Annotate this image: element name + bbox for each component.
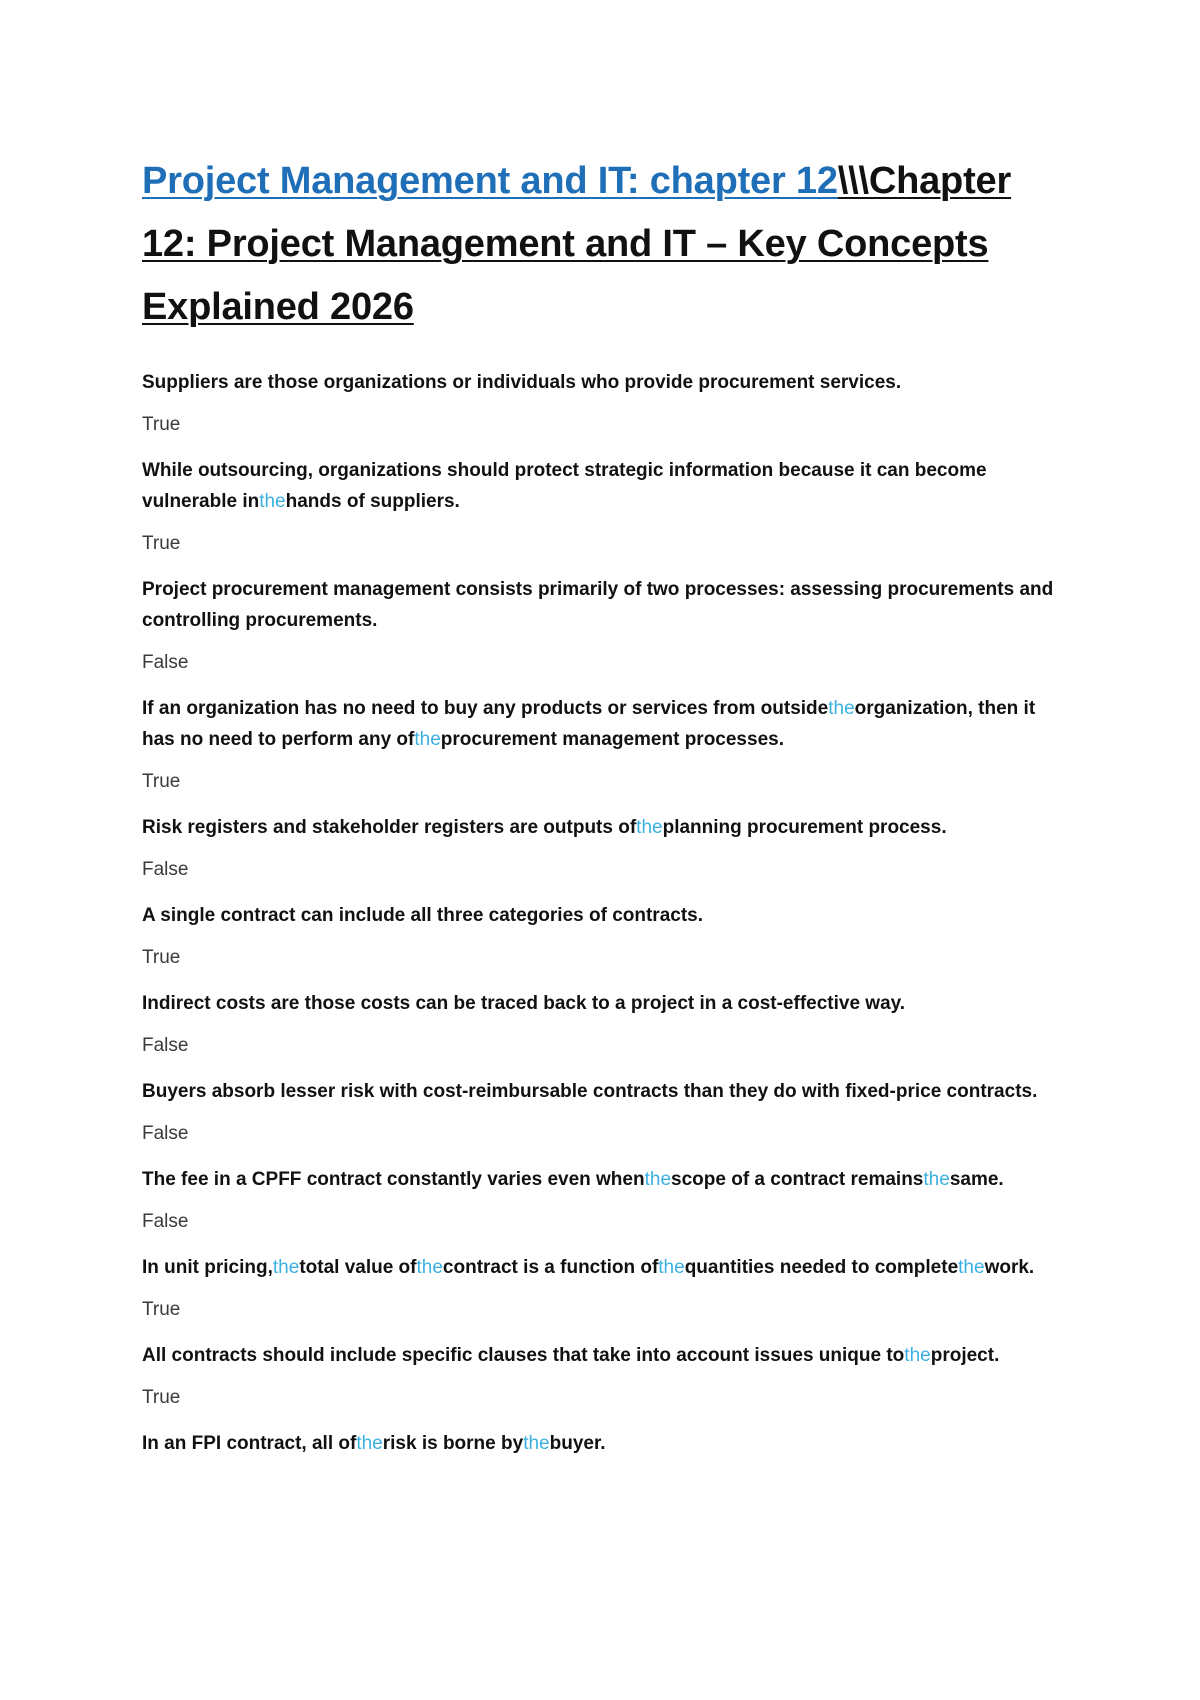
qa-item [142,988,1062,1059]
answer-text: False [142,1211,189,1232]
question-text [142,693,1062,755]
question-segment: Suppliers are those organizations or individuals who provide procurement services. [142,372,902,393]
question-segment: organization, then it has no need to perform any of [142,698,1036,750]
question-list [142,367,1062,1459]
document-page [142,150,1062,1473]
question-segment: In unit pricing, [142,1257,273,1278]
highlighted-word: the [636,817,663,838]
question-segment: hands of suppliers. [285,491,460,512]
qa-item [142,367,1062,438]
highlighted-word: the [414,729,441,750]
highlighted-word: the [828,698,855,719]
qa-item [142,1164,1062,1235]
title-subtitle: \\\Chapter 12: Project Management and IT – Key Concepts Explained 2026 [142,160,1012,328]
question-segment: quantities needed to complete [684,1257,959,1278]
highlighted-word: the [259,491,286,512]
question-segment: Buyers absorb lesser risk with cost-reimbursable contracts than they do with fixed-price contracts. [142,1081,1038,1102]
question-text [142,1428,1062,1459]
question-segment: Risk registers and stakeholder registers are outputs of [142,817,637,838]
qa-item [142,693,1062,795]
answer-text: False [142,1123,189,1144]
qa-item [142,455,1062,557]
question-segment: work. [984,1257,1035,1278]
question-segment: buyer. [549,1433,606,1454]
answer-text: False [142,652,189,673]
question-segment: If an organization has no need to buy any products or services from outside [142,698,829,719]
qa-item [142,900,1062,971]
answer-text: True [142,771,181,792]
highlighted-word: the [904,1345,931,1366]
qa-item [142,574,1062,676]
question-segment: All contracts should include specific clauses that take into account issues unique to [142,1345,905,1366]
answer-text: False [142,1035,189,1056]
highlighted-word: the [923,1169,950,1190]
question-segment: Project procurement management consists primarily of two processes: assessing procurements and controlling procurements. [142,579,1054,631]
question-text [142,367,1062,398]
question-segment: contract is a function of [442,1257,659,1278]
highlighted-word: the [523,1433,550,1454]
question-segment: A single contract can include all three categories of contracts. [142,905,704,926]
question-segment: project. [930,1345,1000,1366]
highlighted-word: the [416,1257,443,1278]
question-text [142,1164,1062,1195]
answer-text: True [142,1299,181,1320]
qa-item [142,1076,1062,1147]
answer-text: False [142,859,189,880]
question-segment: In an FPI contract, all of [142,1433,357,1454]
question-segment: The fee in a CPFF contract constantly varies even when [142,1169,645,1190]
title-link[interactable]: Project Management and IT: chapter 12 [142,160,838,202]
question-text [142,1076,1062,1107]
question-segment: procurement management processes. [440,729,784,750]
question-text [142,900,1062,931]
question-text [142,1252,1062,1283]
question-text [142,1340,1062,1371]
qa-item [142,1252,1062,1323]
answer-text: True [142,414,181,435]
question-segment: same. [949,1169,1004,1190]
question-text [142,455,1062,517]
highlighted-word: the [272,1257,300,1278]
answer-text: True [142,533,181,554]
document-title [142,150,1062,339]
question-text [142,574,1062,636]
answer-text: True [142,947,181,968]
highlighted-word: the [658,1257,685,1278]
question-text [142,812,1062,843]
qa-item [142,1428,1062,1459]
highlighted-word: the [958,1257,985,1278]
qa-item [142,812,1062,883]
question-text [142,988,1062,1019]
qa-item [142,1340,1062,1411]
question-segment: risk is borne by [382,1433,524,1454]
answer-text: True [142,1387,181,1408]
question-segment: While outsourcing, organizations should protect strategic information because it can become vulnerable in [142,460,987,512]
highlighted-word: the [644,1169,672,1190]
question-segment: total value of [299,1257,417,1278]
question-segment: Indirect costs are those costs can be traced back to a project in a cost-effective way. [142,993,906,1014]
question-segment: planning procurement process. [662,817,947,838]
highlighted-word: the [356,1433,383,1454]
question-segment: scope of a contract remains [671,1169,924,1190]
